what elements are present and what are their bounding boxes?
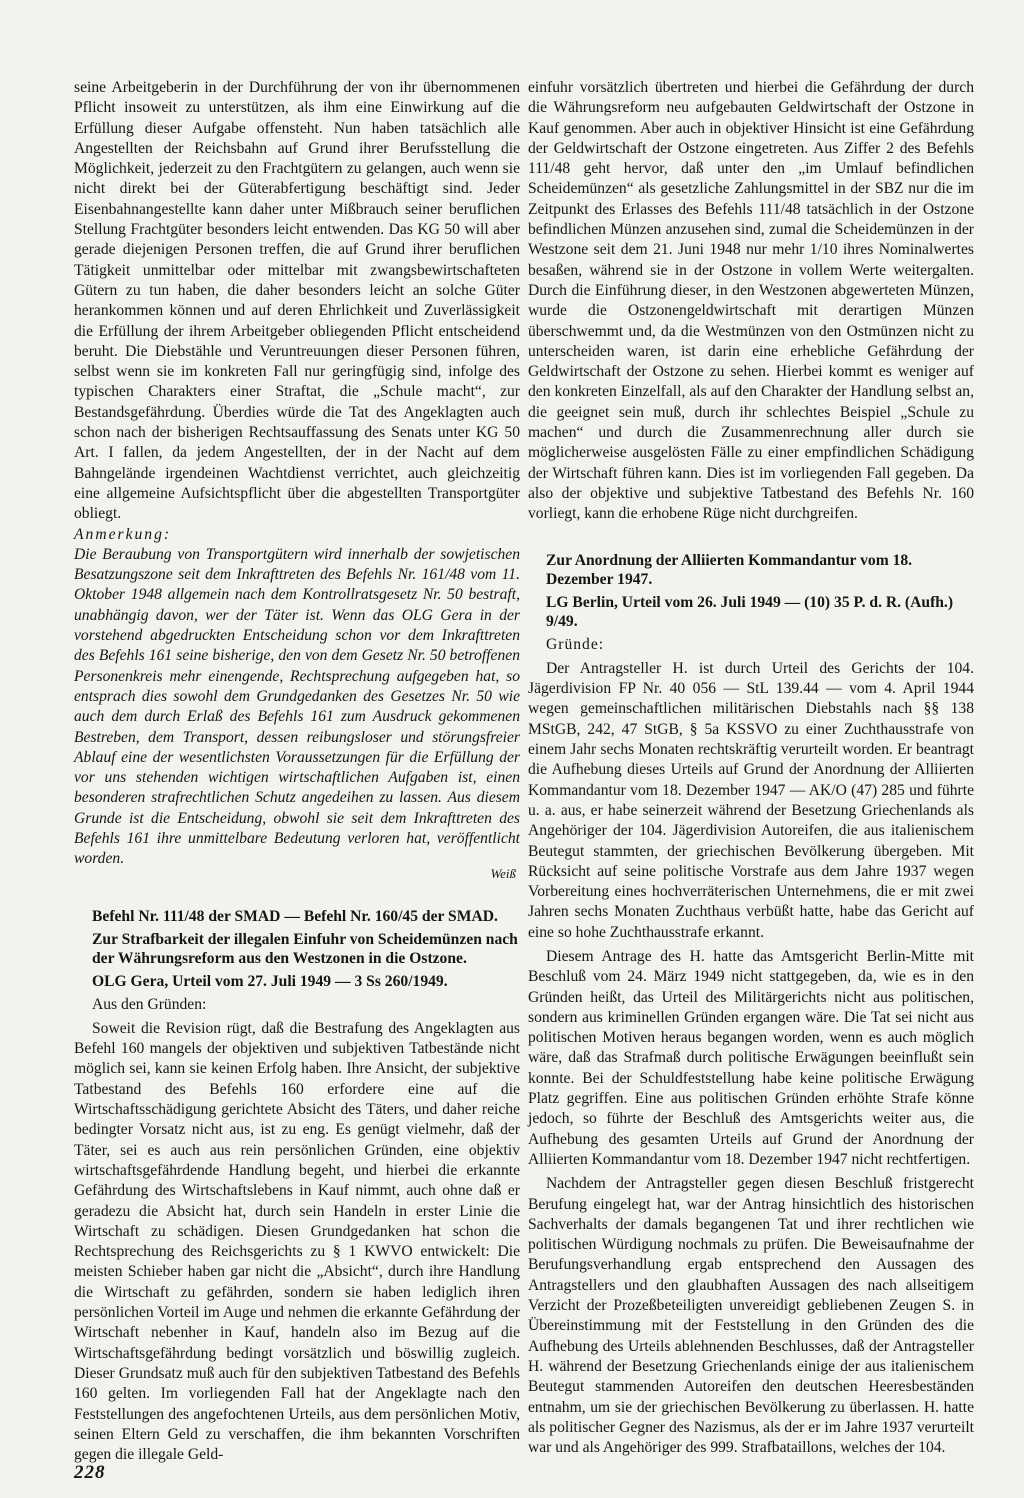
- decision-citation: OLG Gera, Urteil vom 27. Juli 1949 — 3 Ss 260/1949.: [92, 972, 448, 990]
- decision-heading-regulation: Befehl Nr. 111/48 der SMAD — Befehl Nr. 160/45 der SMAD.: [92, 907, 498, 925]
- reasons-label: Gründe:: [546, 635, 605, 653]
- left-paragraph-1: seine Arbeitgeberin in der Durchführung der von ihr übernommenen Pflicht insoweit zu unterstützen, als ihm eine Einwirkung auf die Erfüllung dieser Aufgabe offensteht. Nun haben tatsächlich alle Angestellten der Reichsbahn auf Grund ihrer Berufsstellung die Möglichkeit, jederzeit zu den Frachtgütern zu gelangen, auch wenn sie nicht direkt bei der Güterabfertigung beschäftigt sind. Jeder Eisenbahnangestellte kann daher unter Mißbrauch seiner beruflichen Stellung Frachtgüter besonders leicht entwenden. Das KG 50 will aber gerade diejenigen Personen treffen, die auf Grund ihrer beruflichen Tätigkeit unmittelbar oder mittelbar mit zwangsbewirtschafteten Gütern zu tun haben, die daher besonders leicht an solche Güter herankommen können und auf deren Ehrlichkeit und Zuverlässigkeit die Erfüllung der ihrem Arbeitgeber obliegenden Pflicht entscheidend beruht. Die Diebstähle und Veruntreuungen dieser Personen führen, selbst wenn sie im konkreten Fall nur geringfügig sind, infolge des typischen Charakters einer Straftat, die „Schule macht“, zur Bestandsgefährdung. Überdies würde die Tat des Angeklagten auch schon nach der bisherigen Rechtsauffassung des Senats unter KG 50 Art. I fallen, da jedem Angestellten, der in der Nacht auf dem Bahngelände irgendeinen Wachtdienst verrichtet, auch gleichzeitig eine allgemeine Aufsichtspflicht über die abgestellten Transportgüter obliegt.: [74, 79, 520, 523]
- right-paragraph-4: Nachdem der Antragsteller gegen diesen Beschluß fristgerecht Berufung eingelegt hat, war der Antrag hinsichtlich des historischen Sachverhalts der damals begangenen Tat und ihrer rechtlichen wie politischen Würdigung nochmals zu prüfen. Die Beweisaufnahme der Berufungsverhandlung ergab entsprechend den Aussagen des Antragstellers und den glaubhaften Aussagen des nach allseitigem Verzicht der Prozeßbeteiligten unvereidigt gebliebenen Zeugen S. in Übereinstimmung mit der Feststellung in den Gründen des die Aufhebung des Urteils ablehnenden Beschlusses, daß der Antragsteller H. während der Besetzung Griechenlands einige der aus italienischem Beutegut stammenden Autoreifen den deutschen Heeresbeständen entnahm, um sie der griechischen Bevölkerung zu überlassen. H. hatte als politischer Gegner des Nazismus, als der er im Jahre 1937 verurteilt war und als Angehöriger des 999. Strafbataillons, welches der 104.: [528, 1175, 974, 1457]
- left-column: [74, 78, 520, 1465]
- decision-heading-topic: Zur Anordnung der Alliierten Kommandantur vom 18. Dezember 1947.: [546, 551, 913, 588]
- page-number: 228: [74, 1462, 106, 1483]
- right-paragraph-2: Der Antragsteller H. ist durch Urteil des Gerichts der 104. Jägerdivision FP Nr. 40 056 — StL 139.44 — vom 4. April 1944 wegen gemeinschaftlichen militärischen Diebstahls nach §§ 138 MStGB, 242, 47 StGB, § 5a KSSVO zu einer Zuchthausstrafe von einem Jahr sechs Monaten rechtskräftig verurteilt worden. Er beantragt die Aufhebung dieses Urteils auf Grund der Anordnung der Alliierten Kommandantur vom 18. Dezember 1947 — AK/O (47) 285 und führte u. a. aus, er habe seinerzeit während der Besetzung Griechenlands als Angehöriger der 104. Jägerdivision Autoreifen, die aus italienischem Beutegut stammten, der griechischen Bevölkerung übergeben. Mit Rücksicht auf seine politische Vorstrafe aus dem Jahre 1937 wegen Vorbereitung eines hochverräterischen Unternehmens, die er mit zwei Jahren sechs Monaten Zuchthaus verbüßt hatte, habe das Gericht auf eine so hohe Zuchthausstrafe erkannt.: [528, 659, 974, 941]
- right-paragraph-3: Diesem Antrage des H. hatte das Amtsgericht Berlin-Mitte mit Beschluß vom 24. März 1949 nicht stattgegeben, da, wie es in den Gründen heißt, das Urteil des Militärgerichts nicht aus politischen, sondern aus kriminellen Gründen ergangen wäre. Die Tat sei nicht aus politischen Motiven heraus begangen worden, wenn es auch möglich wäre, daß das Strafmaß durch politische Erwägungen beeinflußt sein konnte. Bei der Schuldfeststellung habe keine politische Erwägung Platz gegriffen. Eine aus politischen Gründen erhöhte Strafe könne jedoch, so führte der Beschluß des Amtsgerichts weiter aus, die Aufhebung des gesamten Urteils auf Grund der Anordnung der Alliierten Kommandantur vom 18. Dezember 1947 nicht rechtfertigen.: [528, 947, 974, 1168]
- right-paragraph-1: einfuhr vorsätzlich übertreten und hierbei die Gefährdung der durch die Währungsreform neu aufgebauten Geldwirtschaft der Ostzone in Kauf genommen. Aber auch in objektiver Hinsicht ist eine Gefährdung der Geldwirtschaft der Ostzone eingetreten. Aus Ziffer 2 des Befehls 111/48 geht hervor, daß unter den „im Umlauf befindlichen Scheidemünzen“ als gesetzliche Zahlungsmittel in der SBZ nur die im Zeitpunkt des Erlasses des Befehls 111/48 tatsächlich in der Ostzone befindlichen Münzen anzusehen sind, zumal die Scheidemünzen in der Westzone seit dem 21. Juni 1948 nur mehr 1/10 ihres Nominalwertes besaßen, während sie in der Ostzone in vollem Werte weitergalten. Durch die Einführung dieser, in den Westzonen abgewerteten Münzen, wurde die Ostzonengeldwirtschaft mit derartigen Münzen überschwemmt und, da die Westmünzen von den Ostmünzen nicht zu unterscheiden waren, ist darin eine erhebliche Gefährdung der Geldwirtschaft der Ostzone zu sehen. Hierbei kommt es weniger auf den konkreten Einzelfall, als auf den Charakter der Handlung selbst an, die geeignet sein muß, durch ihr schlechtes Beispiel „Schule zu machen“ und durch die Zusammenrechnung aller durch sie möglicherweise ausgelösten Fälle zu einer empfindlichen Schädigung der Wirtschaft führen kann. Dies ist im vorliegenden Fall gegeben. Da also der objektive und subjektive Tatbestand des Befehls Nr. 160 vorliegt, kann die erhobene Rüge nicht durchgreifen.: [528, 79, 974, 523]
- left-paragraph-2: Soweit die Revision rügt, daß die Bestrafung des Angeklagten aus Befehl 160 mangels der objektiven und subjektiven Tatbestände nicht möglich sei, kann sie keinen Erfolg haben. Ihre Ansicht, der subjektive Tatbestand des Befehls 160 erfordere eine auf die Wirtschaftsschädigung gerichtete Absicht des Täters, und daher reiche bedingter Vorsatz nicht aus, ist zu eng. Es genügt vielmehr, daß der Täter, sei es auch aus rein persönlichen Gründen, eine objektiv wirtschaftsgefährdende Handlung begeht, und hierbei die erkannte Gefährdung des Wirtschaftslebens in Kauf nimmt, auch ohne daß er geradezu die Absicht hat, durch sein Handeln in erster Linie die Wirtschaft zu schädigen. Diesen Grundgedanken hat schon die Rechtsprechung des Reichsgerichts zu § 1 KWVO entwickelt: Die meisten Schieber haben gar nicht die „Absicht“, durch ihre Handlung die Wirtschaft zu gefährden, sondern sie haben lediglich ihren persönlichen Vorteil im Auge und nehmen die erkannte Gefährdung der Wirtschaft nebenher in Kauf, handeln also im Bezug auf die Wirtschaftsgefährdung bedingt vorsätzlich und böswillig zugleich. Dieser Grundsatz muß auch für den subjektiven Tatbestand des Befehls 160 gelten. Im vorliegenden Fall hat der Angeklagte nach den Feststellungen des angefochtenen Urteils, aus dem persönlichen Motiv, seinen Eltern Geld zu verschaffen, die ihm bekannten Vorschriften gegen die illegale Geld-: [74, 1019, 520, 1464]
- note-heading: Anmerkung:: [74, 525, 172, 543]
- section-spacer: [74, 881, 520, 907]
- note-signature: Weiß: [490, 865, 516, 881]
- decision-heading-topic: Zur Strafbarkeit der illegalen Einfuhr von Scheidemünzen nach der Währungsreform aus den Westzonen in die Ostzone.: [92, 930, 518, 967]
- right-column: [528, 78, 974, 1458]
- reasons-label: Aus den Gründen:: [92, 995, 207, 1013]
- section-spacer: [528, 525, 974, 551]
- note-text: Die Beraubung von Transportgütern wird innerhalb der sowjetischen Besatzungszone seit dem Inkrafttreten des Befehls Nr. 161/48 vom 11. Oktober 1948 allgemein nach dem Kontrollratsgesetz Nr. 50 bestraft, unabhängig davon, wer der Täter ist. Wenn das OLG Gera in der vorstehend abgedruckten Entscheidung schon vor dem Inkrafttreten des Befehls 161 seine bisherige, den von dem Gesetz Nr. 50 betroffenen Personenkreis mehr einengende, Rechtsprechung aufgegeben hat, so entsprach dies sowohl dem Grundgedanken des Gesetzes Nr. 50 wie auch dem durch Erlaß des Befehls 161 zum Ausdruck gekommenen Bestreben, dem Transport, dessen reibungsloser und störungsfreier Ablauf eine der wesentlichsten Voraussetzungen für die Erfüllung der vor uns stehenden wichtigen wirtschaftlichen Aufgaben ist, einen besonderen strafrechtlichen Schutz angedeihen zu lassen. Aus diesem Grunde ist die Entscheidung, obwohl sie seit dem Inkrafttreten des Befehls 161 ihre unmittelbare Bedeutung verloren hat, veröffentlicht worden.: [74, 545, 520, 868]
- decision-citation: LG Berlin, Urteil vom 26. Juli 1949 — (10) 35 P. d. R. (Aufh.) 9/49.: [546, 593, 954, 630]
